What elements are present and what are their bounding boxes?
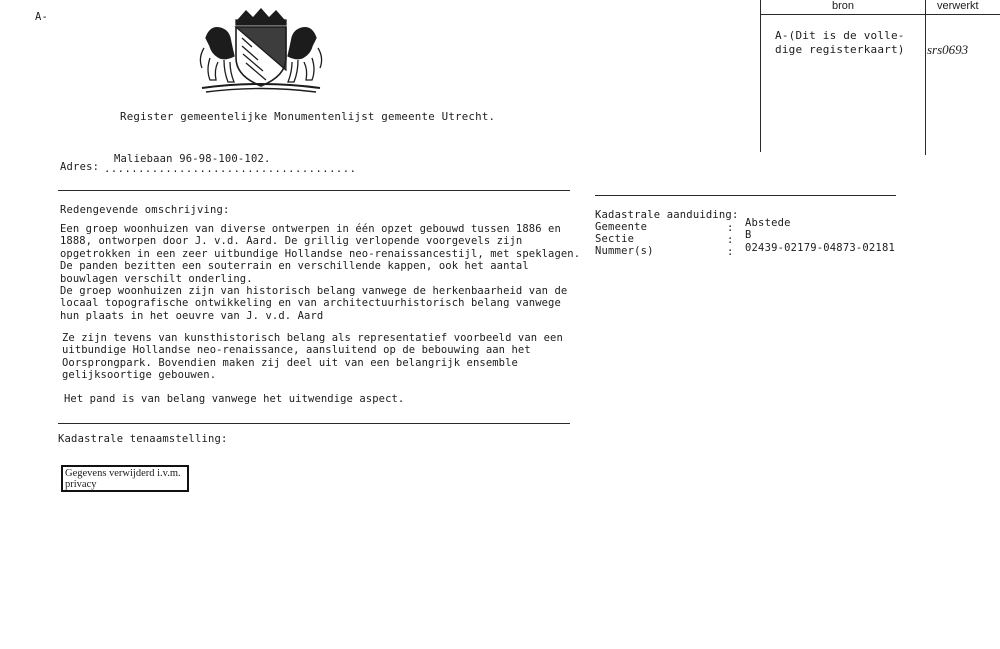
cadastral-heading: Kadastrale aanduiding: [595,209,739,221]
address-label: Adres: [60,161,100,173]
utrecht-coat-of-arms-icon [196,8,326,100]
sectie-label: Sectie [595,233,635,245]
page-title: Register gemeentelijke Monumentenlijst gemeente Utrecht. [120,110,496,123]
address-dots: ..................................... [104,163,357,175]
description-line: locaal topografische ontwikkeling en van architectuurhistorisch belang vanwege [60,297,561,310]
table-divider [925,0,926,155]
bron-value-line2: dige registerkaart) [775,43,905,56]
description-paragraph-3: Het pand is van belang vanwege het uitwendige aspect. [64,393,405,405]
gemeente-value: Abstede [745,217,791,229]
gemeente-separator: : [727,222,734,234]
description-line: Een groep woonhuizen van diverse ontwerpen in één opzet gebouwd tussen 1886 en [60,223,561,235]
table-header-rule [760,14,1000,15]
tenaamstelling-label: Kadastrale tenaamstelling: [58,433,228,445]
description-line: gelijksoortige gebouwen. [62,369,217,382]
section-rule-top [58,190,570,191]
description-line: De groep woonhuizen zijn van historisch belang vanwege de herkenbaarheid van de [60,285,568,298]
gemeente-label: Gemeente [595,221,648,233]
description-line: uitbundige Hollandse neo-renaissance, aansluitend op de bebouwing aan het [62,344,531,357]
description-paragraph-1 [60,223,580,322]
bron-value-line1: A-(Dit is de volle- [775,29,905,42]
description-line: Oorsprongpark. Bovendien maken zij deel uit van een belangrijk ensemble [62,356,518,369]
description-line: hun plaats in het oeuvre van J. v.d. Aard [60,309,324,322]
description-line: Ze zijn tevens van kunsthistorisch belang als representatief voorbeeld van een [62,332,563,344]
section-rule-bottom [58,423,570,424]
description-heading: Redengevende omschrijving: [60,204,230,216]
column-header-bron: bron [832,0,855,12]
privacy-redaction-box [61,465,189,492]
redaction-line-2: privacy [65,479,97,490]
table-left-border [760,0,761,152]
sectie-separator: : [727,234,734,246]
description-line: De panden bezitten een souterrain en verschillende kappen, ook het aantal [60,260,529,273]
description-line: 1888, ontworpen door J. v.d. Aard. De grillig verlopende voorgevels zijn [60,235,523,248]
sectie-value: B [745,229,752,241]
column-header-verwerkt: verwerkt [937,0,979,12]
description-line: bouwlagen verschilt onderling. [60,272,253,285]
verwerkt-value: srs0693 [927,42,969,57]
nummer-label: Nummer(s) [595,245,654,257]
nummer-separator: : [727,246,734,258]
redaction-line-1: Gegevens verwijderd i.v.m. [65,468,181,479]
corner-code: A- [35,11,49,23]
description-line: opgetrokken in een zeer uitbundige Hollandse neo-renaissancestijl, met speklagen. [60,247,581,260]
address-value: Maliebaan 96-98-100-102. [114,153,271,165]
cadastral-rule [595,195,896,196]
nummer-value: 02439-02179-04873-02181 [745,242,895,254]
description-paragraph-2 [62,332,563,382]
